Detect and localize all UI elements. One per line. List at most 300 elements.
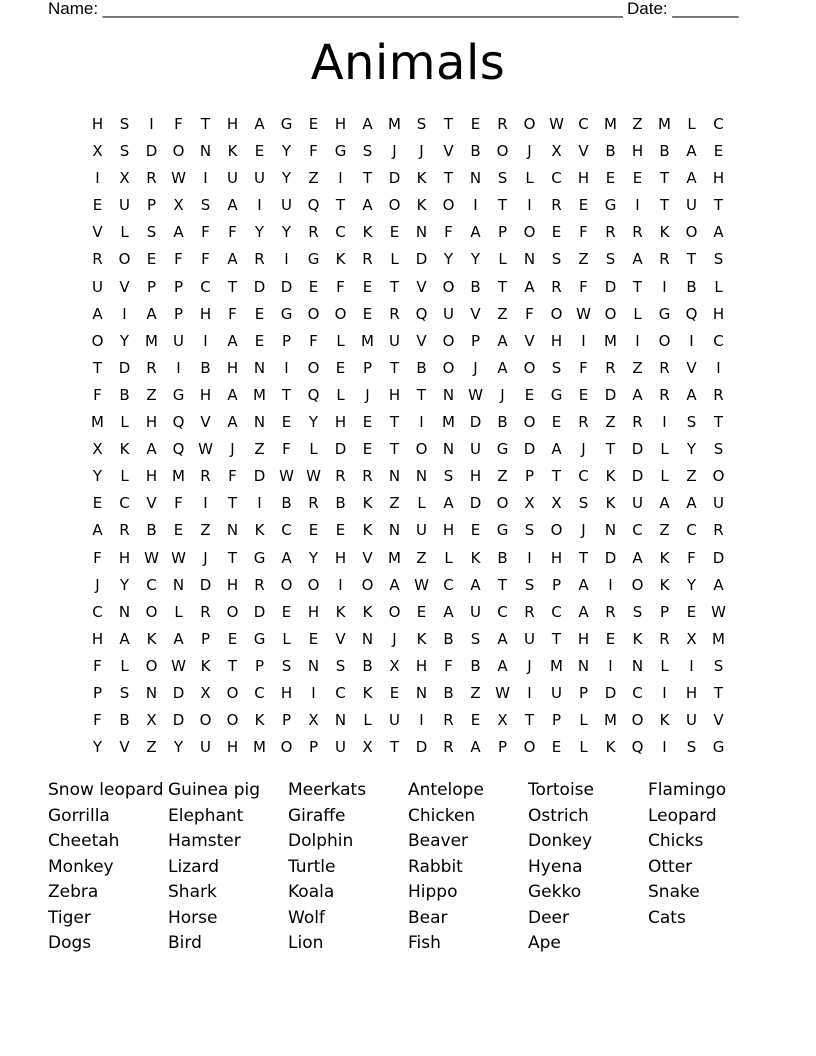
grid-letter[interactable]: J [581,440,586,459]
grid-letter[interactable]: O [442,277,455,296]
grid-letter[interactable]: D [415,738,428,757]
grid-letter[interactable]: H [334,115,347,133]
grid-letter[interactable]: B [470,277,481,296]
grid-letter[interactable]: T [659,196,670,215]
grid-letter[interactable]: P [659,602,670,621]
grid-letter[interactable]: M [604,115,617,133]
grid-letter[interactable]: O [523,358,536,377]
grid-letter[interactable]: N [577,656,590,675]
grid-letter[interactable]: L [579,711,588,730]
grid-letter[interactable]: S [551,250,562,269]
grid-letter[interactable]: I [203,169,208,188]
grid-letter[interactable]: L [525,169,534,188]
grid-letter[interactable]: J [392,142,397,161]
grid-letter[interactable]: Z [659,521,670,540]
grid-letter[interactable]: K [362,521,373,540]
grid-letter[interactable]: A [173,629,184,648]
grid-letter[interactable]: K [470,548,481,567]
grid-letter[interactable]: O [604,304,617,323]
grid-letter[interactable]: C [578,467,589,486]
grid-letter[interactable]: F [228,304,237,323]
grid-letter[interactable]: C [497,602,508,621]
grid-letter[interactable]: Y [686,440,697,459]
grid-letter[interactable]: N [631,656,644,675]
grid-letter[interactable]: F [444,223,453,242]
grid-letter[interactable]: H [226,738,239,757]
grid-letter[interactable]: K [632,629,643,648]
grid-letter[interactable]: N [226,521,239,540]
grid-letter[interactable]: W [171,656,186,675]
grid-letter[interactable]: A [227,413,238,432]
grid-letter[interactable]: E [308,629,319,648]
grid-letter[interactable]: R [713,521,724,540]
grid-letter[interactable]: K [119,440,130,459]
grid-letter[interactable]: F [309,331,318,350]
grid-letter[interactable]: D [712,548,725,567]
grid-letter[interactable]: D [631,467,644,486]
grid-letter[interactable]: I [122,304,127,323]
grid-letter[interactable]: E [335,521,346,540]
grid-letter[interactable]: G [334,142,347,161]
grid-letter[interactable]: E [605,169,616,188]
grid-letter[interactable]: S [119,115,130,133]
grid-letter[interactable]: O [307,575,320,594]
grid-letter[interactable]: E [308,277,319,296]
grid-letter[interactable]: N [253,413,266,432]
grid-letter[interactable]: E [146,250,157,269]
grid-letter[interactable]: H [145,467,158,486]
grid-letter[interactable]: N [415,223,428,242]
grid-letter[interactable]: P [92,683,103,702]
grid-letter[interactable]: H [307,602,320,621]
grid-letter[interactable]: R [551,196,562,215]
grid-letter[interactable]: H [334,548,347,567]
grid-letter[interactable]: L [444,548,453,567]
grid-letter[interactable]: D [199,575,212,594]
grid-letter[interactable]: R [362,467,373,486]
grid-letter[interactable]: A [362,115,373,133]
grid-letter[interactable]: C [578,115,589,133]
grid-letter[interactable]: R [200,467,211,486]
grid-letter[interactable]: D [172,711,185,730]
grid-letter[interactable]: V [416,277,427,296]
grid-letter[interactable]: A [713,575,724,594]
grid-letter[interactable]: A [659,494,670,513]
grid-letter[interactable]: L [282,629,291,648]
grid-letter[interactable]: T [389,413,400,432]
grid-letter[interactable]: G [280,304,293,323]
grid-letter[interactable]: L [633,304,642,323]
grid-letter[interactable]: O [631,575,644,594]
grid-letter[interactable]: U [254,169,265,188]
grid-letter[interactable]: B [605,142,616,161]
grid-letter[interactable]: P [362,358,373,377]
grid-letter[interactable]: S [146,223,157,242]
grid-letter[interactable]: G [172,385,185,404]
grid-letter[interactable]: E [470,115,481,133]
grid-letter[interactable]: I [149,115,154,133]
grid-letter[interactable]: I [608,656,613,675]
grid-letter[interactable]: X [686,629,697,648]
grid-letter[interactable]: U [389,711,400,730]
grid-letter[interactable]: X [173,196,184,215]
grid-letter[interactable]: U [227,169,238,188]
grid-letter[interactable]: W [468,385,483,404]
grid-letter[interactable]: A [119,629,130,648]
grid-letter[interactable]: C [146,575,157,594]
grid-letter[interactable]: Y [470,250,481,269]
grid-letter[interactable]: P [497,738,508,757]
grid-letter[interactable]: B [335,494,346,513]
grid-letter[interactable]: A [443,602,454,621]
grid-letter[interactable]: H [91,115,104,133]
grid-letter[interactable]: N [469,169,482,188]
grid-letter[interactable]: V [119,738,130,757]
grid-letter[interactable]: D [604,385,617,404]
grid-letter[interactable]: O [442,358,455,377]
grid-letter[interactable]: V [362,548,373,567]
grid-letter[interactable]: C [713,331,724,350]
grid-letter[interactable]: X [92,440,103,459]
grid-letter[interactable]: J [527,656,532,675]
grid-letter[interactable]: G [658,304,671,323]
grid-letter[interactable]: K [659,711,670,730]
grid-letter[interactable]: R [497,115,508,133]
grid-letter[interactable]: R [605,358,616,377]
date-line[interactable]: Date: _______ [627,0,739,18]
grid-letter[interactable]: B [443,683,454,702]
grid-letter[interactable]: S [443,467,454,486]
grid-letter[interactable]: A [443,494,454,513]
grid-letter[interactable]: Z [497,304,508,323]
grid-letter[interactable]: T [389,358,400,377]
grid-letter[interactable]: S [119,142,130,161]
grid-letter[interactable]: O [307,358,320,377]
grid-letter[interactable]: E [362,413,373,432]
grid-letter[interactable]: H [388,385,401,404]
grid-letter[interactable]: E [578,385,589,404]
grid-letter[interactable]: A [524,277,535,296]
grid-letter[interactable]: A [227,385,238,404]
grid-letter[interactable]: T [713,196,724,215]
grid-letter[interactable]: R [308,494,319,513]
grid-letter[interactable]: V [578,142,589,161]
grid-letter[interactable]: B [200,358,211,377]
grid-letter[interactable]: T [227,277,238,296]
grid-letter[interactable]: I [203,331,208,350]
grid-letter[interactable]: T [200,115,211,133]
grid-letter[interactable]: P [551,711,562,730]
grid-letter[interactable]: F [174,494,183,513]
grid-letter[interactable]: O [631,711,644,730]
grid-letter[interactable]: D [469,413,482,432]
grid-letter[interactable]: D [604,683,617,702]
grid-letter[interactable]: P [173,304,184,323]
grid-letter[interactable]: D [604,277,617,296]
grid-letter[interactable]: A [632,548,643,567]
grid-letter[interactable]: L [120,223,129,242]
grid-letter[interactable]: S [551,358,562,377]
grid-letter[interactable]: O [91,331,104,350]
grid-letter[interactable]: R [524,602,535,621]
grid-letter[interactable]: A [686,494,697,513]
grid-letter[interactable]: L [417,494,426,513]
grid-letter[interactable]: E [335,358,346,377]
grid-letter[interactable]: K [416,169,427,188]
grid-letter[interactable]: O [523,738,536,757]
grid-letter[interactable]: G [307,250,320,269]
grid-letter[interactable]: R [659,629,670,648]
grid-letter[interactable]: T [416,385,427,404]
grid-letter[interactable]: S [605,250,616,269]
grid-letter[interactable]: T [713,413,724,432]
grid-letter[interactable]: K [362,602,373,621]
grid-letter[interactable]: D [280,277,293,296]
grid-letter[interactable]: Z [470,683,481,702]
grid-letter[interactable]: H [685,683,698,702]
grid-letter[interactable]: J [527,142,532,161]
grid-letter[interactable]: U [632,494,643,513]
grid-letter[interactable]: S [524,521,535,540]
grid-letter[interactable]: A [227,331,238,350]
grid-letter[interactable]: W [711,602,726,621]
grid-letter[interactable]: A [578,575,589,594]
grid-letter[interactable]: E [308,115,319,133]
grid-letter[interactable]: E [389,683,400,702]
grid-letter[interactable]: O [307,304,320,323]
grid-letter[interactable]: A [146,440,157,459]
grid-letter[interactable]: Y [443,250,454,269]
grid-letter[interactable]: R [92,250,103,269]
grid-letter[interactable]: W [171,548,186,567]
grid-letter[interactable]: N [172,575,185,594]
grid-letter[interactable]: P [254,656,265,675]
grid-letter[interactable]: K [362,494,373,513]
grid-letter[interactable]: X [119,169,130,188]
grid-letter[interactable]: O [145,602,158,621]
grid-letter[interactable]: W [171,169,186,188]
grid-letter[interactable]: Z [632,115,643,133]
grid-letter[interactable]: V [524,331,535,350]
grid-letter[interactable]: J [392,629,397,648]
grid-letter[interactable]: B [281,494,292,513]
grid-letter[interactable]: P [497,223,508,242]
grid-letter[interactable]: N [442,440,455,459]
grid-letter[interactable]: O [388,196,401,215]
grid-letter[interactable]: I [338,575,343,594]
grid-letter[interactable]: J [473,358,478,377]
grid-letter[interactable]: A [470,575,481,594]
grid-letter[interactable]: S [362,142,373,161]
grid-letter[interactable]: J [203,548,208,567]
grid-letter[interactable]: Y [281,223,292,242]
grid-letter[interactable]: U [713,494,724,513]
grid-letter[interactable]: P [281,331,292,350]
grid-letter[interactable]: R [254,250,265,269]
grid-letter[interactable]: P [200,629,211,648]
grid-letter[interactable]: T [227,548,238,567]
grid-letter[interactable]: F [282,440,291,459]
grid-letter[interactable]: O [226,602,239,621]
grid-letter[interactable]: K [659,548,670,567]
grid-letter[interactable]: X [200,683,211,702]
grid-letter[interactable]: Y [92,738,103,757]
grid-letter[interactable]: R [659,385,670,404]
grid-letter[interactable]: R [443,711,454,730]
grid-letter[interactable]: Q [307,385,320,404]
grid-letter[interactable]: O [226,711,239,730]
grid-letter[interactable]: Q [415,304,428,323]
grid-letter[interactable]: E [713,142,724,161]
grid-letter[interactable]: L [174,602,183,621]
grid-letter[interactable]: X [362,738,373,757]
grid-letter[interactable]: M [145,331,158,350]
grid-letter[interactable]: I [419,711,424,730]
grid-letter[interactable]: X [551,494,562,513]
grid-letter[interactable]: Y [308,413,319,432]
grid-letter[interactable]: Z [416,548,427,567]
grid-letter[interactable]: C [551,602,562,621]
grid-letter[interactable]: O [496,494,509,513]
grid-letter[interactable]: H [118,548,131,567]
grid-letter[interactable]: E [92,196,103,215]
grid-letter[interactable]: E [92,494,103,513]
grid-letter[interactable]: R [146,358,157,377]
grid-letter[interactable]: O [388,602,401,621]
grid-letter[interactable]: Z [308,169,319,188]
grid-letter[interactable]: A [686,142,697,161]
grid-letter[interactable]: K [416,196,427,215]
grid-letter[interactable]: I [257,196,262,215]
grid-letter[interactable]: E [551,738,562,757]
grid-letter[interactable]: B [659,142,670,161]
grid-letter[interactable]: C [632,521,643,540]
grid-letter[interactable]: K [605,738,616,757]
grid-letter[interactable]: R [632,223,643,242]
grid-letter[interactable]: B [470,142,481,161]
grid-letter[interactable]: J [419,142,424,161]
grid-letter[interactable]: D [253,277,266,296]
grid-letter[interactable]: R [200,602,211,621]
grid-letter[interactable]: I [527,683,532,702]
grid-letter[interactable]: E [254,331,265,350]
grid-letter[interactable]: F [93,548,102,567]
grid-letter[interactable]: C [443,575,454,594]
grid-letter[interactable]: R [335,467,346,486]
grid-letter[interactable]: Q [172,440,185,459]
grid-letter[interactable]: W [576,304,591,323]
grid-letter[interactable]: A [497,331,508,350]
grid-letter[interactable]: R [713,385,724,404]
grid-letter[interactable]: W [306,467,321,486]
grid-letter[interactable]: T [389,440,400,459]
grid-letter[interactable]: A [497,358,508,377]
grid-letter[interactable]: E [362,277,373,296]
grid-letter[interactable]: M [550,656,563,675]
grid-letter[interactable]: F [93,385,102,404]
grid-letter[interactable]: I [338,169,343,188]
grid-letter[interactable]: F [444,656,453,675]
grid-letter[interactable]: A [92,304,103,323]
grid-letter[interactable]: T [578,548,589,567]
grid-letter[interactable]: L [309,440,318,459]
grid-letter[interactable]: I [284,250,289,269]
grid-letter[interactable]: R [389,304,400,323]
grid-letter[interactable]: D [253,602,266,621]
grid-letter[interactable]: G [253,629,266,648]
grid-letter[interactable]: H [226,115,239,133]
grid-letter[interactable]: O [226,683,239,702]
grid-letter[interactable]: C [632,683,643,702]
grid-letter[interactable]: C [713,115,724,133]
grid-letter[interactable]: S [470,629,481,648]
grid-letter[interactable]: N [199,142,212,161]
grid-letter[interactable]: B [497,548,508,567]
grid-letter[interactable]: A [470,223,481,242]
grid-letter[interactable]: J [581,521,586,540]
grid-letter[interactable]: N [388,467,401,486]
grid-letter[interactable]: X [551,142,562,161]
grid-letter[interactable]: R [578,413,589,432]
grid-letter[interactable]: S [524,575,535,594]
grid-letter[interactable]: F [579,223,588,242]
grid-letter[interactable]: S [686,413,697,432]
grid-letter[interactable]: L [336,385,345,404]
grid-letter[interactable]: C [92,602,103,621]
grid-letter[interactable]: T [362,169,373,188]
grid-letter[interactable]: X [524,494,535,513]
grid-letter[interactable]: L [714,277,723,296]
grid-letter[interactable]: S [713,440,724,459]
grid-letter[interactable]: M [442,413,455,432]
grid-letter[interactable]: I [257,494,262,513]
grid-letter[interactable]: A [686,169,697,188]
grid-letter[interactable]: K [362,223,373,242]
grid-letter[interactable]: D [415,250,428,269]
grid-letter[interactable]: A [632,250,643,269]
grid-letter[interactable]: D [631,440,644,459]
grid-letter[interactable]: H [334,413,347,432]
grid-letter[interactable]: L [660,656,669,675]
grid-letter[interactable]: T [551,629,562,648]
grid-letter[interactable]: B [686,277,697,296]
grid-letter[interactable]: P [524,467,535,486]
grid-letter[interactable]: O [658,331,671,350]
grid-letter[interactable]: Q [307,196,320,215]
grid-letter[interactable]: W [198,440,213,459]
grid-letter[interactable]: H [712,304,725,323]
grid-letter[interactable]: G [496,521,509,540]
grid-letter[interactable]: E [416,602,427,621]
grid-letter[interactable]: Y [254,223,265,242]
grid-letter[interactable]: K [362,683,373,702]
grid-letter[interactable]: T [389,738,400,757]
grid-letter[interactable]: U [335,738,346,757]
grid-letter[interactable]: V [335,629,346,648]
grid-letter[interactable]: W [414,575,429,594]
grid-letter[interactable]: S [200,196,211,215]
grid-letter[interactable]: F [579,277,588,296]
grid-letter[interactable]: T [443,115,454,133]
grid-letter[interactable]: D [604,548,617,567]
grid-letter[interactable]: D [253,467,266,486]
grid-letter[interactable]: U [200,738,211,757]
grid-letter[interactable]: W [144,548,159,567]
grid-letter[interactable]: A [578,602,589,621]
grid-letter[interactable]: K [659,223,670,242]
grid-letter[interactable]: A [497,656,508,675]
grid-letter[interactable]: H [280,683,293,702]
